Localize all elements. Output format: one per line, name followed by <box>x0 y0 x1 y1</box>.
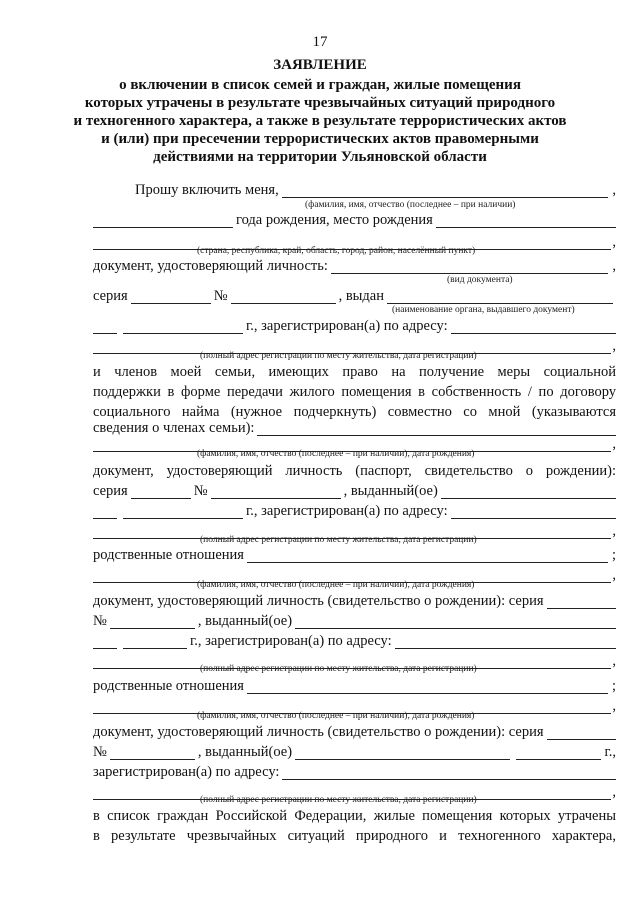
member2-number-field[interactable] <box>110 613 195 629</box>
series-label: серия <box>93 483 128 499</box>
member3-series-field[interactable] <box>547 724 616 740</box>
birth-year-field[interactable] <box>93 212 233 228</box>
subtitle-line: о включении в список семей и граждан, жилые помещения <box>119 77 521 93</box>
hint-address: (полный адрес регистрации по месту жительства, дата регистрации) <box>200 664 477 674</box>
hint-issuer: (наименование органа, выдавшего документ) <box>392 305 575 315</box>
year-reg-label: г., зарегистрирован(а) по адресу: <box>190 633 392 649</box>
doc-label: документ, удостоверяющий личность: <box>93 258 328 274</box>
member2-relation-field[interactable] <box>247 678 608 694</box>
issue-month-field[interactable] <box>123 318 243 334</box>
year-reg-label: г., зарегистрирован(а) по адресу: <box>246 318 448 334</box>
hint-address: (полный адрес регистрации по месту жительства, дата регистрации) <box>200 795 477 805</box>
number-label: № <box>213 288 228 304</box>
para1-line: поддержки в форме передачи жилого помещения в собственность / по договору <box>93 384 616 400</box>
subtitle-line: которых утрачены в результате чрезвычайных ситуаций природного <box>84 95 556 111</box>
number-label: № <box>93 744 107 760</box>
subtitle-line: и (или) при пресечении террористических актов правомерными <box>101 131 539 147</box>
hint-fio: (фамилия, имя, отчество (последнее – при наличии) <box>305 200 516 210</box>
issued-label: , выдан <box>338 288 384 304</box>
series-field[interactable] <box>131 288 211 304</box>
page-number: 17 <box>312 34 328 50</box>
member1-address-field[interactable] <box>451 503 616 519</box>
doc-birth-cert-label: документ, удостоверяющий личность (свидетельство о рождении): серия <box>93 593 544 609</box>
issued-oe-label: , выданный(ое) <box>197 613 293 629</box>
para1-last: сведения о членах семьи): <box>93 420 255 436</box>
issued-oe-label: , выданный(ое) <box>197 744 293 760</box>
member3-issuer-field[interactable] <box>295 744 510 760</box>
number-label: № <box>93 613 107 629</box>
application-form-page: 17 ЗАЯВЛЕНИЕ о включении в список семей и граждан, жилые помещения которых утрачены в результате чрезвычайных ситуаций природного и техногенного характера, а также в результате террористических актов и (или) при пресечении террористических актов правомерными действиями на территории Ульяновской области Прошу включить меня, , (фамилия, имя, отчество (последнее – при наличии) года рождения, место рождения , (страна, республика, край, область, город, район, населённый пункт) документ, удостоверяющий личность: , (вид документа) серия № , выдан (наименование органа, выдавшего документ) г., зарегистрирован(а) по адресу: , (полный адрес регистрации по месту жительства, дата регистрации) и членов моей семьи, имеющих право на получение меры социальной поддержки в форме передачи жилого помещения в собственность / по договору социального найма (нужное подчеркнуть) совместно со мной (указываются сведения о членах семьи): , (фамилия, имя, отчество (последнее – при наличии), дата рождения) документ, удостоверяющий личность (паспорт, свидетельство о рождении): серия № , выданный(ое) г., зарегистрирован(а) по адресу: , (полный адрес регистрации по месту жительства, дата регистрации) родственные отношения ; , (фамилия, имя, отчество (последнее – при наличии), дата рождения) документ, удостоверяющий личность (свидетельство о рождении): серия № , выданный(ое) г., зарегистрирован(а) по адресу: , (полный адрес регистрации по месту жительства, дата регистрации) родственные отношения ; , (фамилия, имя, отчество (последнее – при наличии), дата рождения) документ, удостоверяющий личность (свидетельство о рождении): серия № , выданный(ое) г., зарегистрирован(а) по адресу: , (полный адрес регистрации по месту жительства, дата регистрации) в список граждан Российской Федерации, жилые помещения которых утрачены в результате чрезвычайных ситуаций природного и техногенного характера, <box>0 0 640 905</box>
subtitle-line: и техногенного характера, а также в результате террористических актов <box>73 113 567 129</box>
doc-birth-cert-label: документ, удостоверяющий личность (свидетельство о рождении): серия <box>93 724 544 740</box>
member2-issuer-field[interactable] <box>295 613 616 629</box>
issued-oe-label: , выданный(ое) <box>343 483 438 499</box>
document-title: ЗАЯВЛЕНИЕ <box>273 57 367 73</box>
address-field[interactable] <box>451 318 616 334</box>
number-label: № <box>193 483 208 499</box>
number-field[interactable] <box>231 288 336 304</box>
relation-label: родственные отношения <box>93 547 244 563</box>
member3-date-field[interactable] <box>516 744 601 760</box>
member2-day-field[interactable] <box>93 633 117 649</box>
hint-fio-dob: (фамилия, имя, отчество (последнее – при наличии), дата рождения) <box>197 449 475 459</box>
applicant-fio-field[interactable] <box>282 182 609 198</box>
hint-address: (полный адрес регистрации по месту жительства, дата регистрации) <box>200 351 477 361</box>
para1-line: социального найма (нужное подчеркнуть) совместно со мной (указываются <box>93 404 616 420</box>
para2-line: в список граждан Российской Федерации, жилые помещения которых утрачены <box>93 808 616 824</box>
member3-address-field[interactable] <box>282 764 616 780</box>
issue-day-field[interactable] <box>93 318 117 334</box>
hint-fio-dob: (фамилия, имя, отчество (последнее – при наличии), дата рождения) <box>197 711 475 721</box>
member2-series-field[interactable] <box>547 593 616 609</box>
para1-line: и членов моей семьи, имеющих право на получение меры социальной <box>93 364 616 380</box>
birth-label: года рождения, место рождения <box>236 212 433 228</box>
para2-line: в результате чрезвычайных ситуаций природного и техногенного характера, <box>93 828 616 844</box>
series-label: серия <box>93 288 128 304</box>
doc-kind-field[interactable] <box>331 258 608 274</box>
subtitle-line: действиями на территории Ульяновской области <box>153 149 487 165</box>
relation-label: родственные отношения <box>93 678 244 694</box>
member2-address-field[interactable] <box>395 633 616 649</box>
member1-number-field[interactable] <box>211 483 341 499</box>
hint-address: (полный адрес регистрации по месту жительства, дата регистрации) <box>200 535 477 545</box>
member1-month-field[interactable] <box>123 503 243 519</box>
hint-doc-kind: (вид документа) <box>447 275 513 285</box>
hint-place: (страна, республика, край, область, город, район, населённый пункт) <box>197 246 476 256</box>
hint-fio-dob: (фамилия, имя, отчество (последнее – при наличии), дата рождения) <box>197 580 475 590</box>
year-short-label: г., <box>604 744 616 760</box>
member2-month-field[interactable] <box>123 633 187 649</box>
issuer-field[interactable] <box>387 288 613 304</box>
member1-relation-field[interactable] <box>247 547 608 563</box>
member1-day-field[interactable] <box>93 503 117 519</box>
birth-place-field[interactable] <box>436 212 616 228</box>
member1-issuer-field[interactable] <box>441 483 616 499</box>
year-reg-label: г., зарегистрирован(а) по адресу: <box>246 503 448 519</box>
registered-label: зарегистрирован(а) по адресу: <box>93 764 280 780</box>
request-label: Прошу включить меня, <box>135 182 279 198</box>
member3-number-field[interactable] <box>110 744 195 760</box>
doc-passport-label: документ, удостоверяющий личность (паспорт, свидетельство о рождении): <box>93 463 616 479</box>
member1-series-field[interactable] <box>131 483 191 499</box>
